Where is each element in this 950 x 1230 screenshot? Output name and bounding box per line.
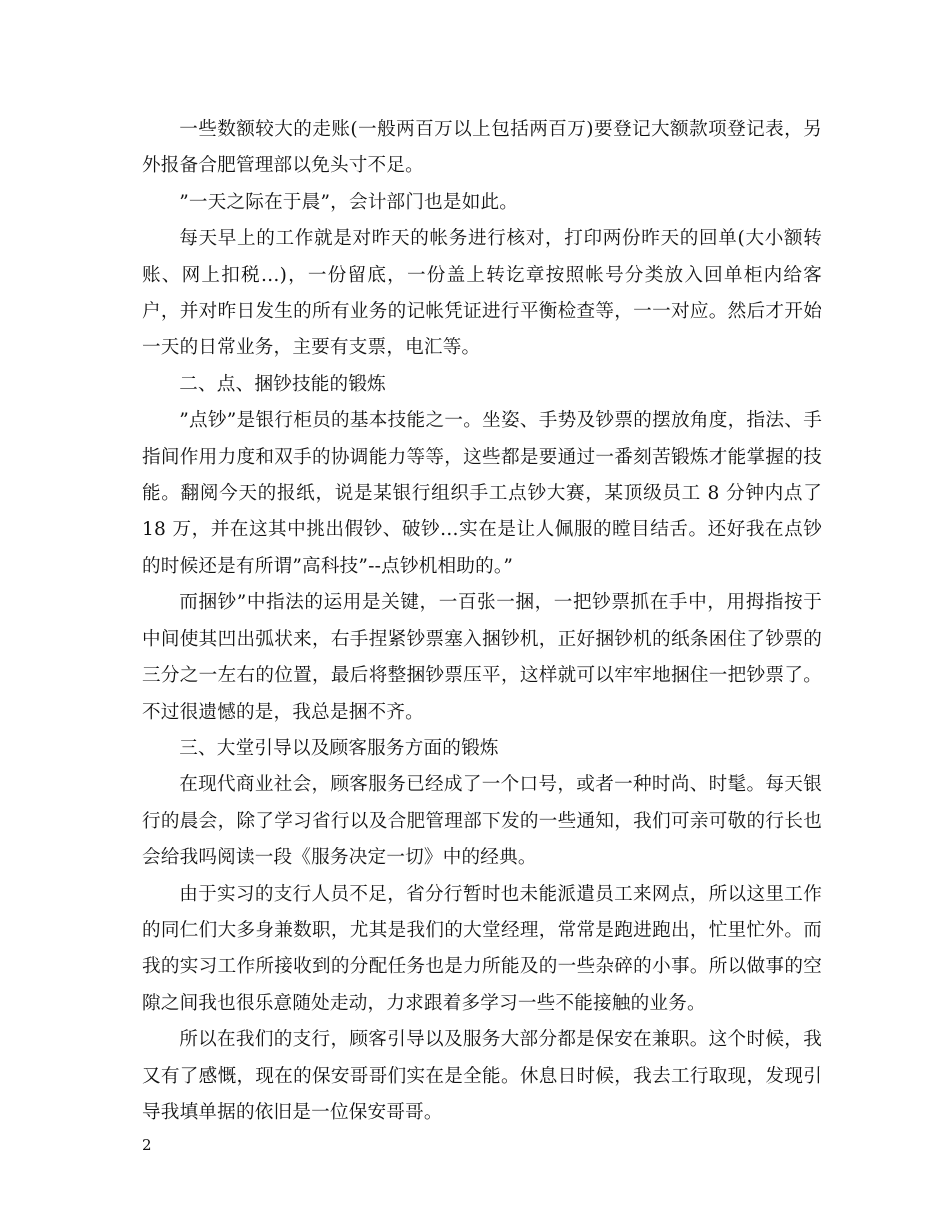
paragraph: 而捆钞”中指法的运用是关键，一百张一捆，一把钞票抓在手中，用拇指按于中间使其凹出弧状来，右手捏紧钞票塞入捆钞机，正好捆钞机的纸条困住了钞票的三分之一左右的位置，最后将整捆钞票压平，这样就可以牢牢地捆住一把钞票了。不过很遗憾的是，我总是捆不齐。 — [142, 592, 822, 723]
paragraph: ”一天之际在于晨”，会计部门也是如此。 — [179, 191, 519, 213]
paragraph: 每天早上的工作就是对昨天的帐务进行核对，打印两份昨天的回单(大小额转账、网上扣税…)，一份留底，一份盖上转讫章按照帐号分类放入回单柜内给客户，并对昨日发生的所有业务的记帐凭证进行平衡检查等，一一对应。然后才开始一天的日常业务，主要有支票，电汇等。 — [142, 228, 822, 359]
paragraph: 由于实习的支行人员不足，省分行暂时也未能派遣员工来网点，所以这里工作的同仁们大多身兼数职，尤其是我们的大堂经理，常常是跑进跑出，忙里忙外。而我的实习工作所接收到的分配任务也是力所能及的一些杂碎的小事。所以做事的空隙之间我也很乐意随处走动，力求跟着多学习一些不能接触的业务。 — [142, 883, 822, 1014]
page-number: 2 — [142, 1136, 152, 1154]
section-heading: 三、大堂引导以及顾客服务方面的锻炼 — [179, 737, 499, 759]
paragraph: ”点钞”是银行柜员的基本技能之一。坐姿、手势及钞票的摆放角度，指法、手指间作用力度和双手的协调能力等等，这些都是要通过一番刻苦锻炼才能掌握的技能。翻阅今天的报纸，说是某银行组织手工点钞大赛，某顶级员工 8 分钟内点了 18 万，并在这其中挑出假钞、破钞…实在是让人佩服的瞠目结舌。还好我在点钞的时候还是有所谓”高科技”--点钞机相助的。” — [142, 410, 822, 577]
paragraph: 所以在我们的支行，顾客引导以及服务大部分都是保安在兼职。这个时候，我又有了感慨，现在的保安哥哥们实在是全能。休息日时候，我去工行取现，发现引导我填单据的依旧是一位保安哥哥。 — [142, 1029, 822, 1123]
paragraph: 一些数额较大的走账(一般两百万以上包括两百万)要登记大额款项登记表，另外报备合肥管理部以免头寸不足。 — [142, 119, 822, 177]
paragraph: 在现代商业社会，顾客服务已经成了一个口号，或者一种时尚、时髦。每天银行的晨会，除了学习省行以及合肥管理部下发的一些通知，我们可亲可敬的行长也会给我吗阅读一段《服务决定一切》中的经典。 — [142, 774, 822, 869]
page-body — [142, 112, 822, 1131]
section-heading: 二、点、捆钞技能的锻炼 — [179, 373, 386, 395]
